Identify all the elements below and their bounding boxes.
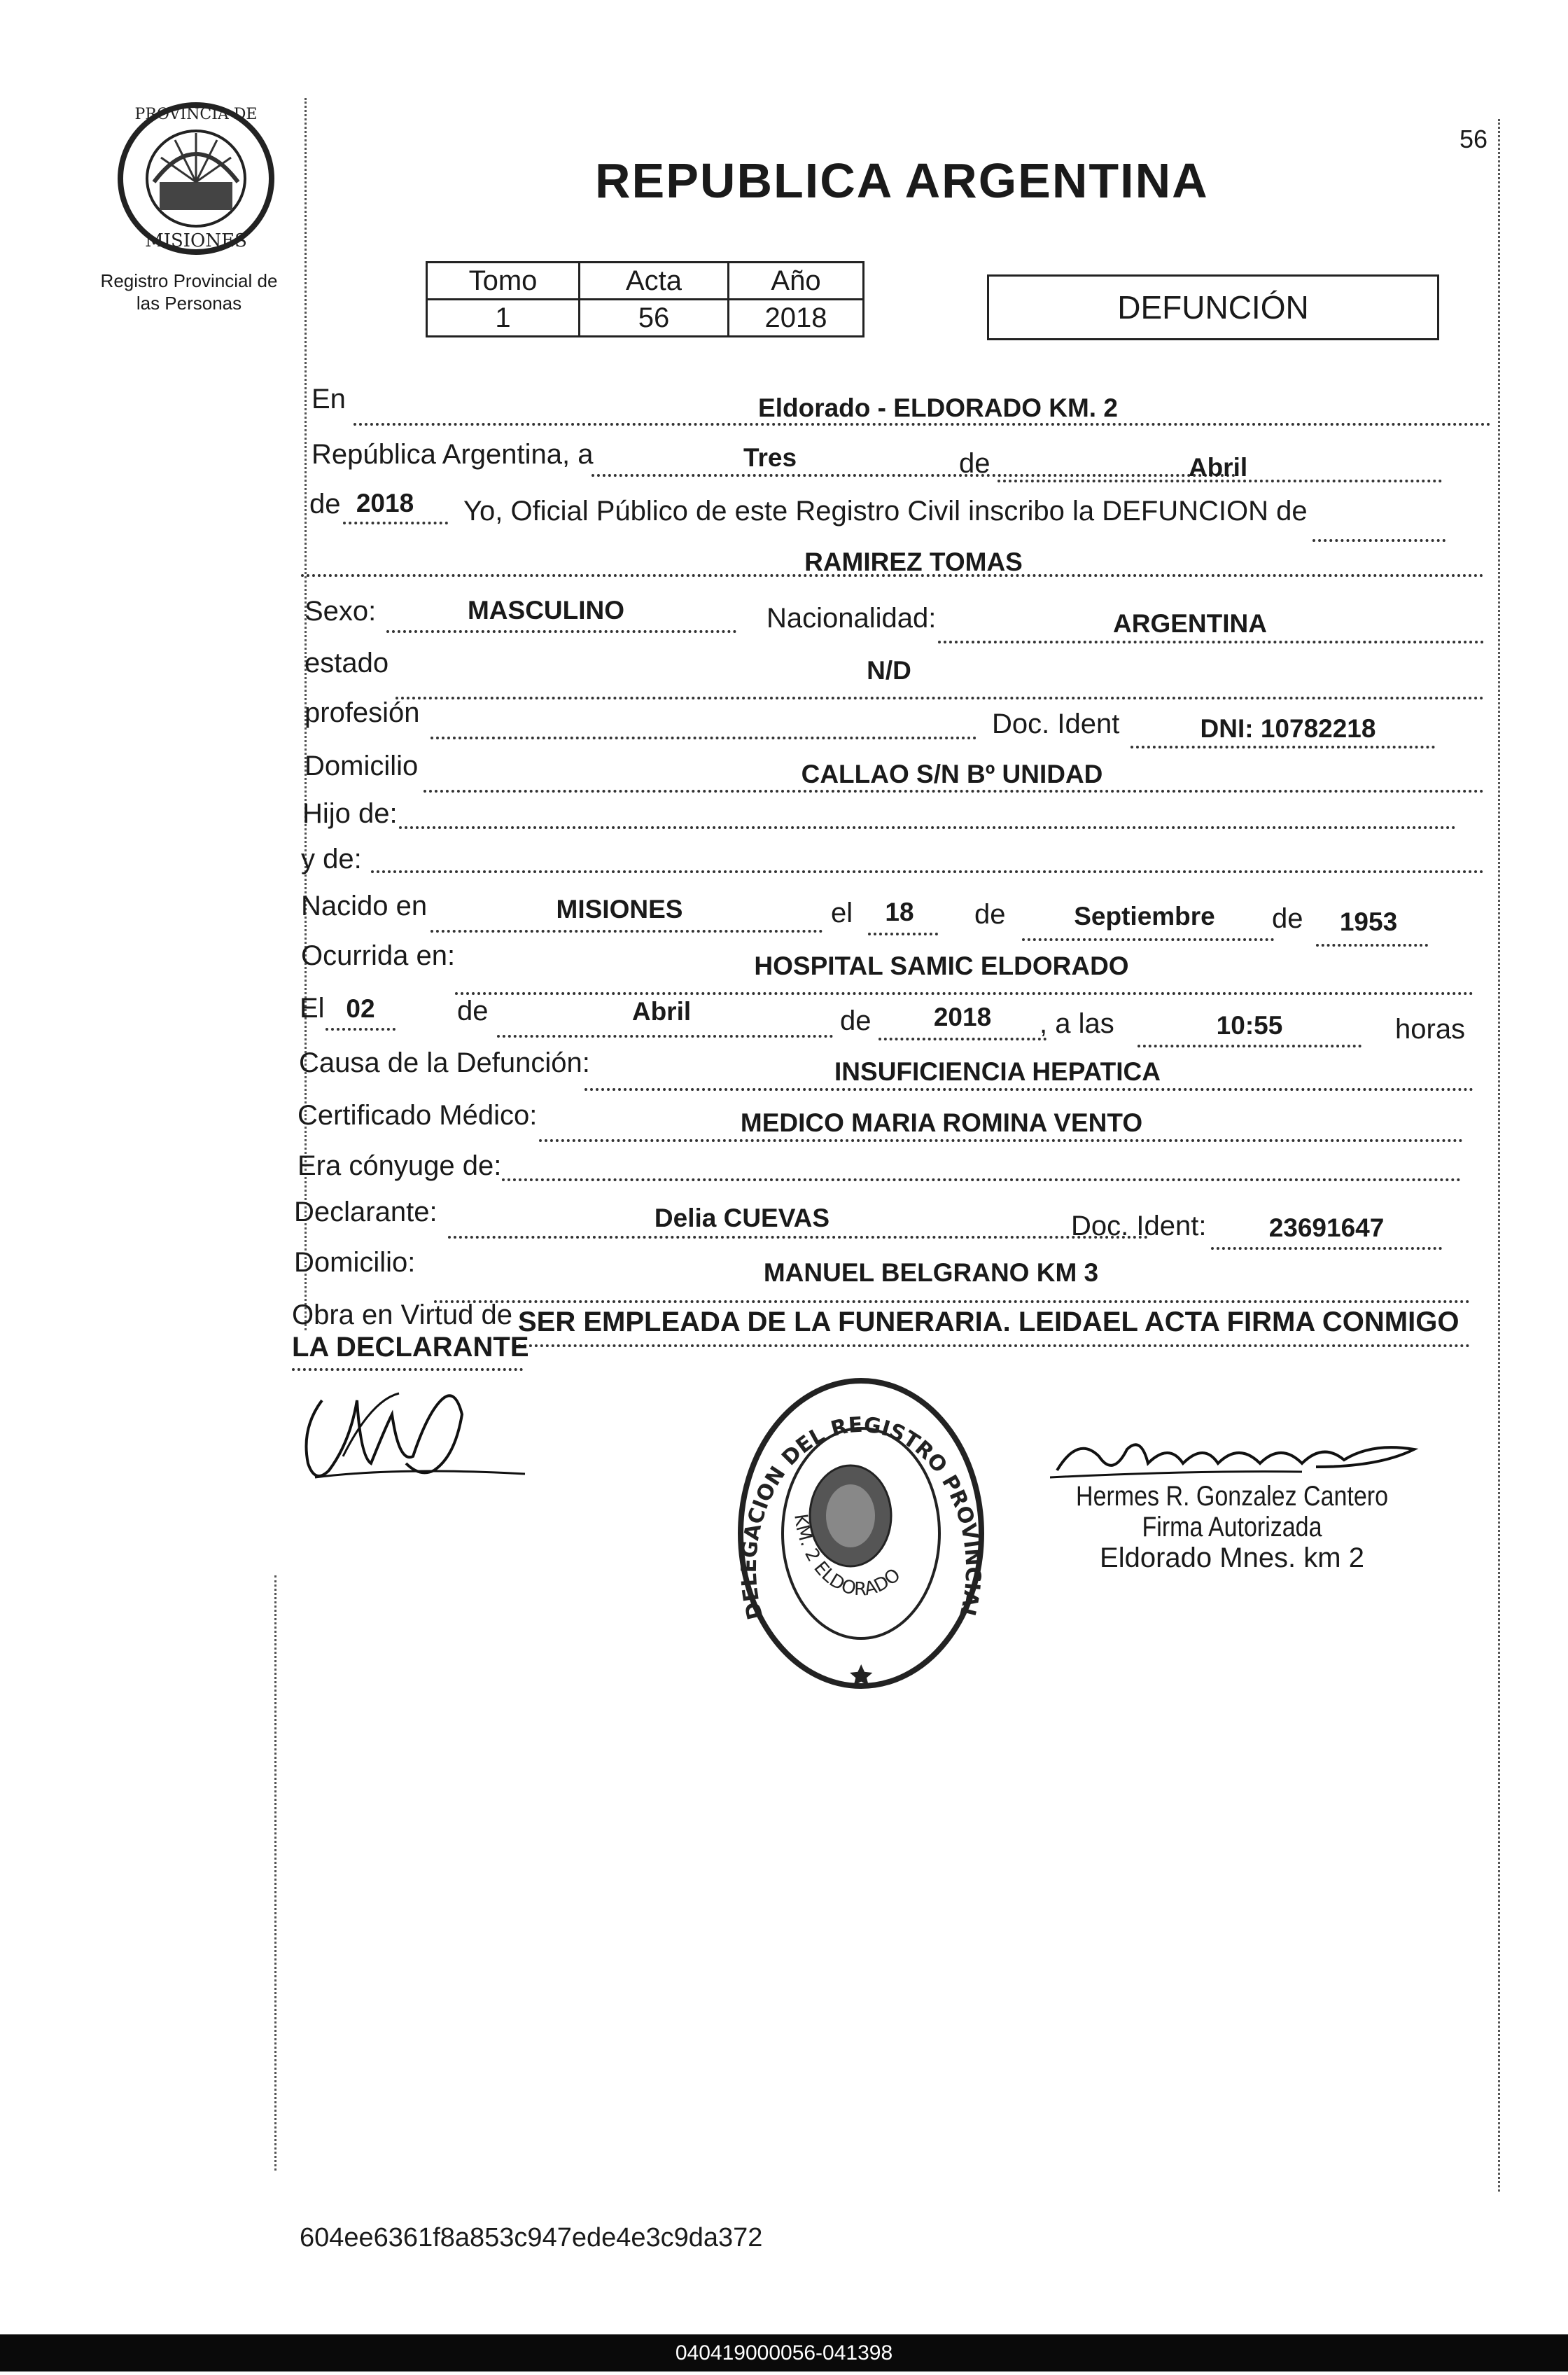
row-obra bbox=[290, 1295, 1494, 1379]
obra-label: Obra en Virtud de bbox=[292, 1300, 513, 1330]
death-el-label: El bbox=[300, 993, 325, 1024]
domicilio-value: CALLAO S/N Bº UNIDAD bbox=[801, 760, 1103, 788]
row-ocurrida bbox=[298, 935, 1488, 991]
death-month-value: Abril bbox=[631, 997, 692, 1026]
row-domicilio bbox=[301, 742, 1491, 798]
en-label: En bbox=[312, 384, 346, 415]
alas-label: , a las bbox=[1040, 1008, 1114, 1039]
sexo-value: MASCULINO bbox=[467, 596, 625, 625]
death-year-value: 2018 bbox=[933, 1003, 992, 1031]
document-type: DEFUNCIÓN bbox=[1117, 289, 1309, 326]
domicilio2-label: Domicilio: bbox=[294, 1247, 416, 1278]
certificado-label: Certificado Médico: bbox=[298, 1100, 538, 1131]
row-domicilio2 bbox=[294, 1243, 1491, 1299]
hijo-label: Hijo de: bbox=[302, 798, 398, 829]
year-value: 2018 bbox=[356, 489, 414, 517]
footer-bar-code: 040419000056-041398 bbox=[675, 2341, 893, 2364]
intro-text: Yo, Oficial Público de este Registro Civil inscribo la DEFUNCION de bbox=[463, 496, 1308, 527]
horas-label: horas bbox=[1395, 1014, 1466, 1045]
death-time-value: 10:55 bbox=[1216, 1011, 1283, 1040]
official-signature-scribble bbox=[1050, 1428, 1428, 1484]
row-death-date bbox=[298, 987, 1488, 1050]
registry-name bbox=[84, 270, 294, 314]
table-value-acta: 56 bbox=[580, 300, 729, 337]
registry-name-line2: las Personas bbox=[136, 293, 242, 314]
de-d2-label: de bbox=[840, 1005, 872, 1036]
de-b2-label: de bbox=[1272, 903, 1303, 934]
table-value-anio: 2018 bbox=[729, 300, 864, 337]
page-number: 56 bbox=[1460, 125, 1488, 153]
profesion-label: profesión bbox=[304, 697, 420, 728]
row-place bbox=[308, 378, 1491, 434]
signatory-role: Firma Autorizada bbox=[1142, 1512, 1322, 1542]
de-label-1: de bbox=[959, 448, 990, 479]
de-label-2: de bbox=[309, 489, 341, 520]
record-table bbox=[426, 261, 864, 337]
left-margin-line-lower bbox=[274, 1575, 276, 2171]
document-type-box bbox=[987, 274, 1439, 340]
row-causa bbox=[298, 1043, 1488, 1099]
misiones-seal-logo bbox=[112, 98, 280, 259]
row-certificado bbox=[298, 1096, 1488, 1152]
place-value: Eldorado - ELDORADO KM. 2 bbox=[758, 393, 1118, 422]
table-header-acta: Acta bbox=[580, 263, 729, 300]
day-words-value: Tres bbox=[743, 443, 797, 472]
birth-year-value: 1953 bbox=[1339, 907, 1398, 936]
ocurrida-value: HOSPITAL SAMIC ELDORADO bbox=[754, 952, 1129, 980]
obra-text-line2: LA DECLARANTE bbox=[292, 1332, 529, 1363]
declarante-label: Declarante: bbox=[294, 1197, 438, 1227]
table-value-tomo: 1 bbox=[427, 300, 580, 337]
stamp-outer-text: DELEGACION DEL REGISTRO PROVINCIAL bbox=[736, 1412, 986, 1624]
domicilio-label: Domicilio bbox=[304, 751, 419, 781]
ocurrida-label: Ocurrida en: bbox=[301, 940, 456, 971]
signatory-location: Eldorado Mnes. km 2 bbox=[1100, 1542, 1364, 1573]
footer-bar bbox=[0, 2334, 1568, 2371]
doc-ident-value: DNI: 10782218 bbox=[1200, 714, 1376, 743]
el-label: el bbox=[831, 898, 853, 928]
yde-label: y de: bbox=[301, 844, 362, 875]
official-stamp bbox=[728, 1372, 994, 1694]
right-margin-line bbox=[1498, 119, 1500, 2192]
de-b1-label: de bbox=[974, 899, 1006, 930]
signature-block bbox=[1036, 1481, 1428, 1573]
conyuge-label: Era cónyuge de: bbox=[298, 1150, 502, 1181]
causa-label: Causa de la Defunción: bbox=[299, 1047, 590, 1078]
doc-ident-label: Doc. Ident bbox=[992, 709, 1120, 739]
obra-text-line1: SER EMPLEADA DE LA FUNERARIA. LEIDAEL ACTA FIRMA CONMIGO bbox=[518, 1307, 1460, 1337]
row-estado bbox=[301, 641, 1491, 697]
republic-label: República Argentina, a bbox=[312, 439, 594, 470]
birth-day-value: 18 bbox=[885, 898, 914, 926]
document-hash: 604ee6361f8a853c947ede4e3c9da372 bbox=[300, 2223, 763, 2252]
row-deceased-name bbox=[301, 539, 1491, 588]
row-declarante bbox=[294, 1194, 1484, 1250]
de-d1-label: de bbox=[457, 996, 489, 1026]
table-header-tomo: Tomo bbox=[427, 263, 580, 300]
causa-value: INSUFICIENCIA HEPATICA bbox=[834, 1057, 1161, 1086]
svg-text:MISIONES: MISIONES bbox=[145, 230, 247, 251]
decl-doc-value: 23691647 bbox=[1268, 1213, 1385, 1242]
declarant-signature bbox=[294, 1372, 560, 1505]
table-header-anio: Año bbox=[729, 263, 864, 300]
declarante-value: Delia CUEVAS bbox=[654, 1204, 830, 1232]
death-day-value: 02 bbox=[346, 994, 375, 1023]
nacionalidad-value: ARGENTINA bbox=[1113, 609, 1267, 638]
registry-name-line1: Registro Provincial de bbox=[100, 270, 278, 291]
page-title: REPUBLICA ARGENTINA bbox=[595, 153, 1209, 208]
estado-label: estado bbox=[304, 648, 389, 678]
birth-month-value: Septiembre bbox=[1074, 902, 1215, 931]
domicilio2-value: MANUEL BELGRANO KM 3 bbox=[763, 1258, 1099, 1287]
nacido-label: Nacido en bbox=[301, 891, 428, 921]
deceased-name-value: RAMIREZ TOMAS bbox=[804, 548, 1023, 576]
row-intro bbox=[308, 483, 1491, 539]
row-sexo bbox=[301, 592, 1491, 648]
signatory-name: Hermes R. Gonzalez Cantero bbox=[1076, 1481, 1388, 1512]
nacido-place-value: MISIONES bbox=[556, 895, 683, 924]
svg-text:PROVINCIA DE: PROVINCIA DE bbox=[134, 106, 258, 123]
sexo-label: Sexo: bbox=[304, 596, 377, 627]
stamp-inner-text: KM. 2 ELDORADO bbox=[790, 1512, 905, 1601]
row-profesion bbox=[301, 693, 1491, 749]
decl-doc-label: Doc. Ident: bbox=[1071, 1211, 1207, 1241]
estado-value: N/D bbox=[867, 656, 911, 685]
nacionalidad-label: Nacionalidad: bbox=[766, 603, 937, 634]
certificado-value: MEDICO MARIA ROMINA VENTO bbox=[740, 1108, 1143, 1137]
row-date bbox=[308, 431, 1491, 487]
row-conyuge bbox=[298, 1145, 1488, 1201]
month-value: Abril bbox=[1188, 453, 1248, 482]
